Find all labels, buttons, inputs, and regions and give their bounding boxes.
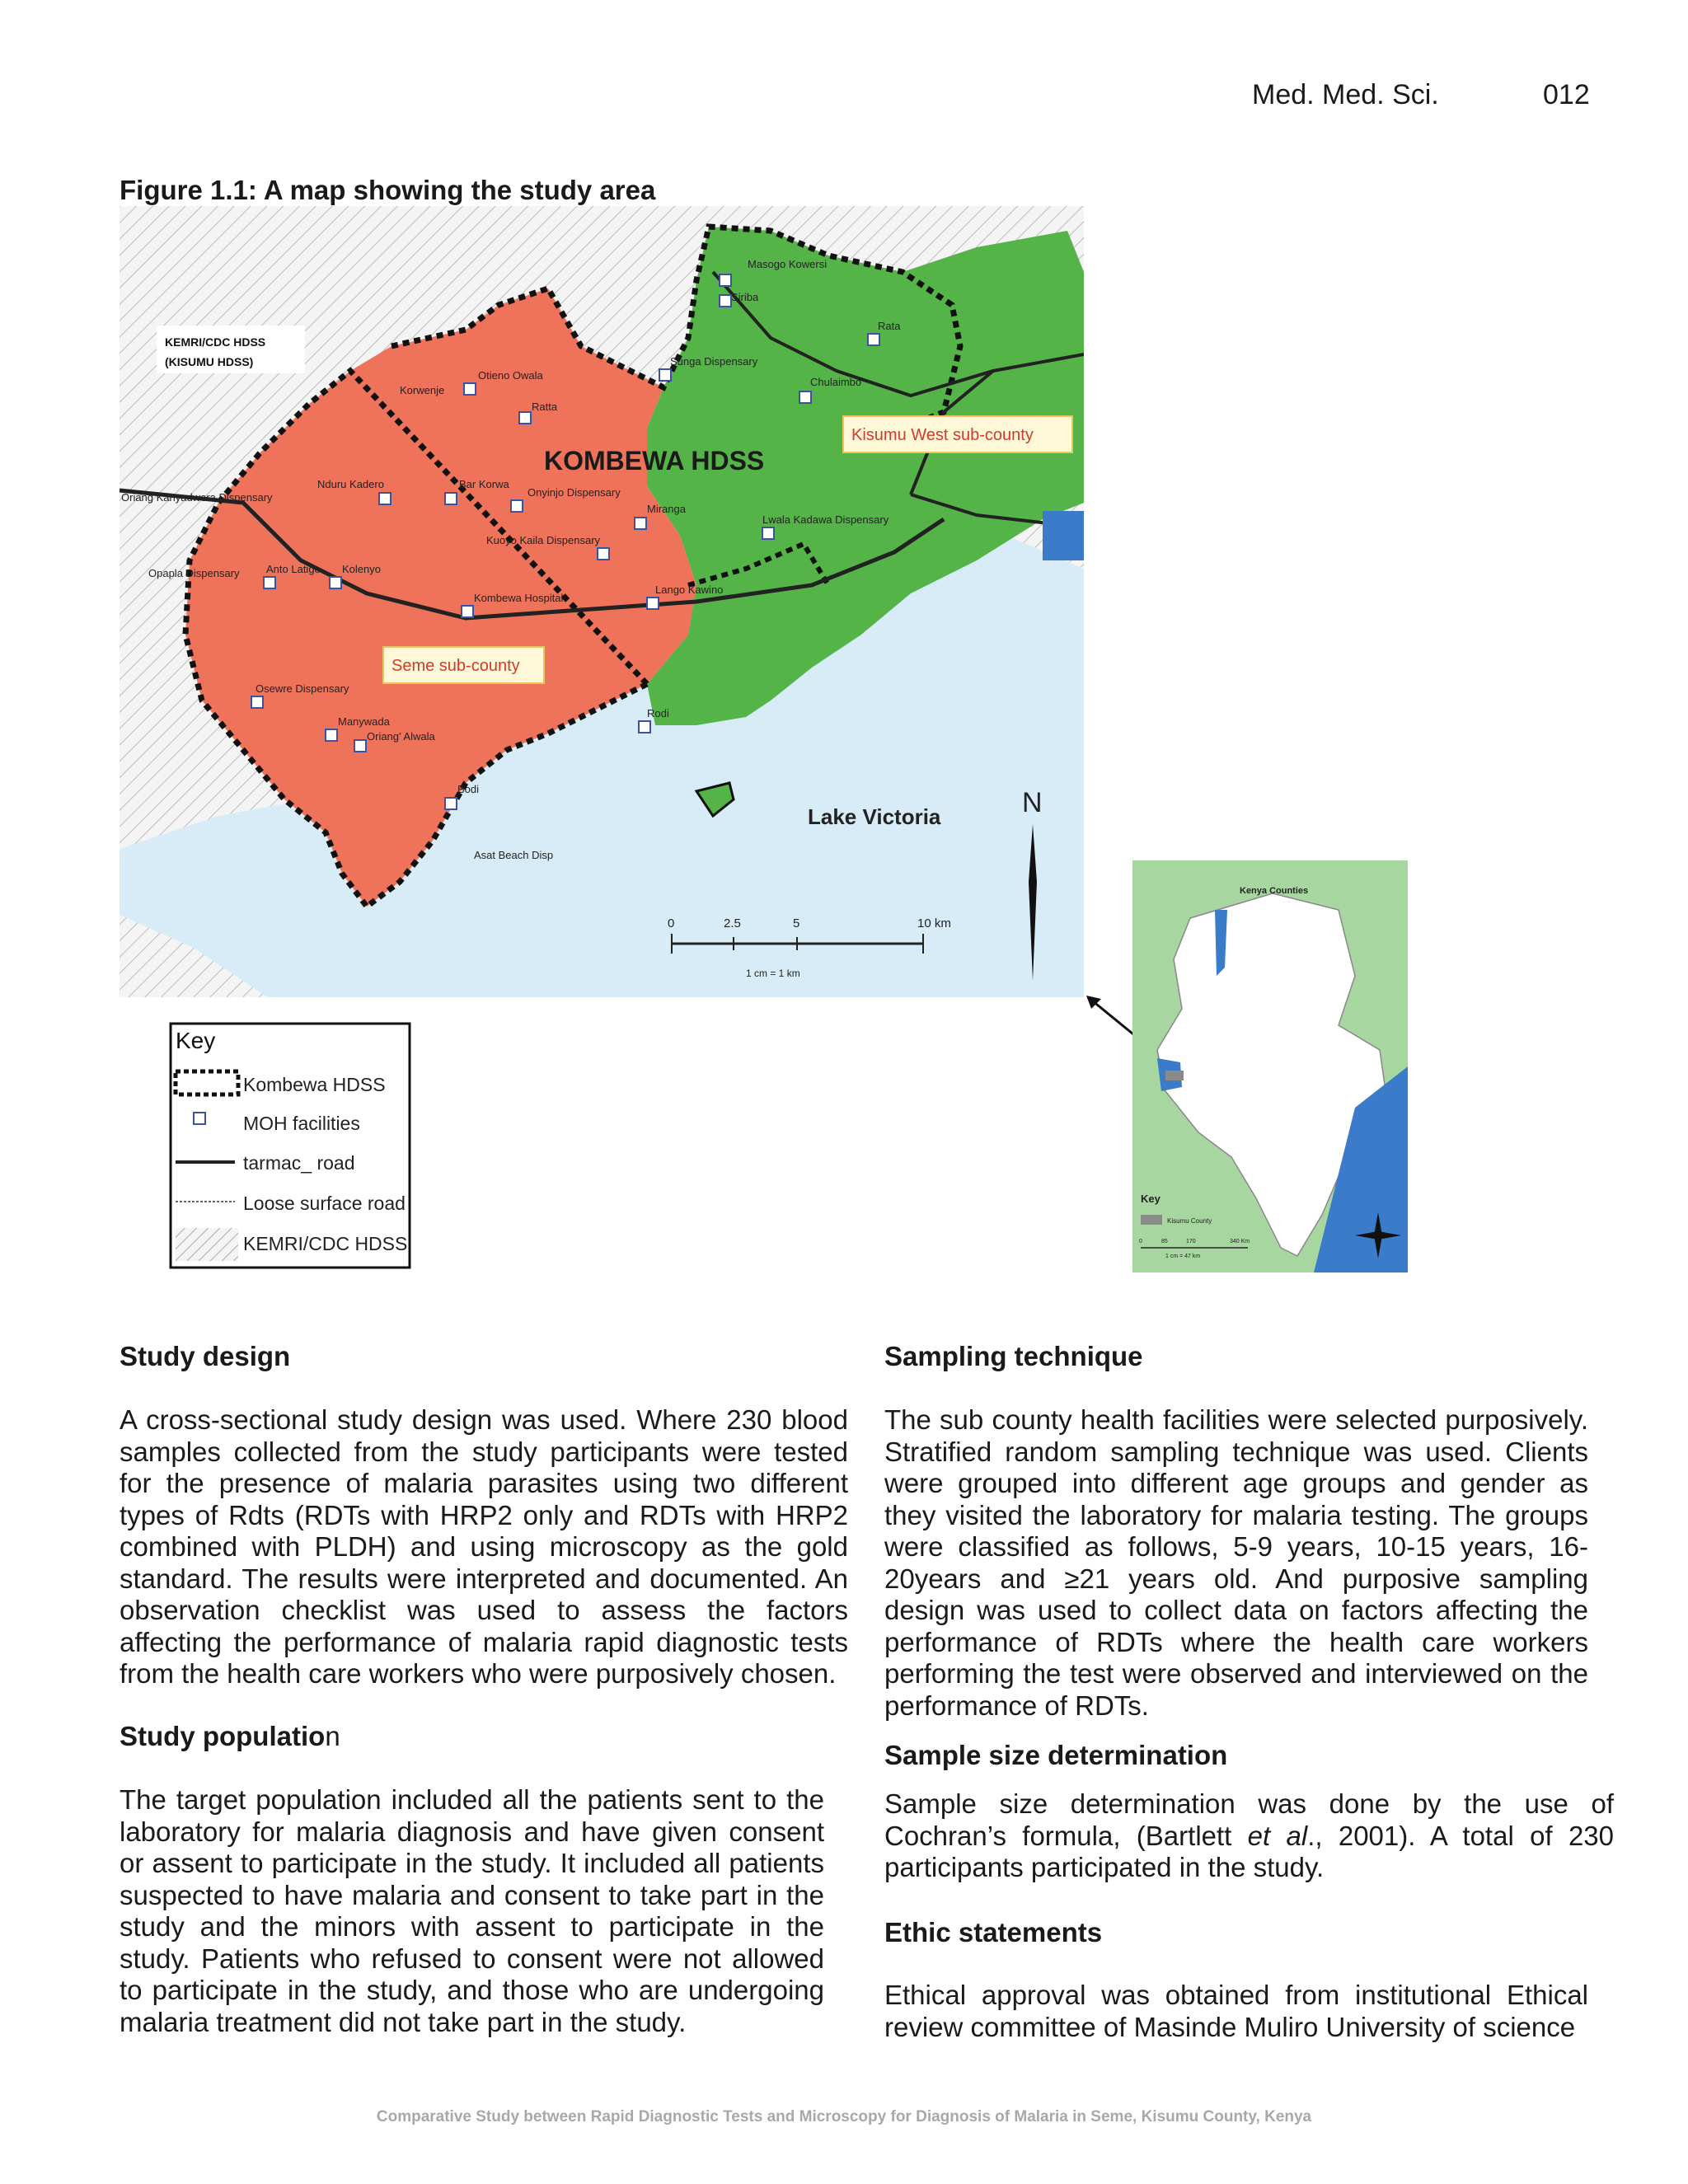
svg-text:340 Km: 340 Km [1230,1239,1250,1244]
place-label: Oriang Kanyadwera Dispensary [121,491,273,504]
svg-text:0: 0 [668,916,675,930]
svg-text:1 cm = 47 km: 1 cm = 47 km [1165,1254,1201,1259]
heading-study-design: Study design [120,1341,291,1371]
place-label: Otieno Owala [478,369,543,382]
place-label: Kombewa Hospital [474,592,564,604]
north-label: N [1022,787,1043,818]
study-design-body: A cross-sectional study design was used. Where 230 blood samples collected from the study participants were tested for the presence of malaria parasites using two different types of Rdts (RDTs with HRP2 only and RDTs with HRP2 combined with PLDH) and using microscopy as the gold standard. The results were interpreted and documented. An observation checklist was used to assess the factors affecting the performance of malaria rapid diagnostic tests from the health care workers who were purposively chosen. [120,1404,848,1689]
sampling-body: The sub county health facilities were selected purposively. Stratified random sampling technique was used. Clients were grouped into different age groups and gender as they visited the laboratory for malaria testing. The groups were classified as follows, 5-9 years, 10-15 years, 16-20years and ≥21 years old. And purposive sampling design was used to collect data on factors affecting the performance of RDTs where the health care workers performing the test were observed and interviewed on the performance of RDTs. [884,1404,1588,1721]
place-label: Masogo Kowersi [748,258,828,270]
key-item: Loose surface road [243,1193,406,1214]
key-item: KEMRI/CDC HDSS [243,1233,408,1254]
running-footer: Comparative Study between Rapid Diagnostic Tests and Microscopy for Diagnosis of Malaria in Seme, Kisumu County, Kenya [376,2108,1312,2125]
svg-text:2.5: 2.5 [724,916,741,930]
seme-label: Seme sub-county [392,657,520,675]
inset-key-item: Kisumu County [1167,1217,1212,1225]
inset-title: Kenya Counties [1240,886,1309,896]
svg-text:0: 0 [1139,1239,1142,1244]
place-label: Rata [878,320,901,332]
key-item: MOH facilities [243,1113,360,1134]
place-label: Bar Korwa [459,478,509,490]
figure-title: Figure 1.1: A map showing the study area [120,175,656,205]
place-label: Oriang' Alwala [367,730,435,743]
key-title: Key [176,1028,216,1053]
svg-text:10 km: 10 km [917,916,951,930]
kemri-label-2: (KISUMU HDSS) [165,355,254,368]
place-label: Siriba [731,291,759,303]
place-label: Lwala Kadawa Dispensary [762,513,889,526]
heading-sample-size: Sample size determination [884,1740,1228,1770]
lake-label: Lake Victoria [808,804,941,829]
place-label: Nduru Kadero [317,478,384,490]
journal-name: Med. Med. Sci. [1252,79,1439,110]
place-label: Sunga Dispensary [670,355,758,368]
place-label: Miranga [647,503,686,515]
sample-size-body: Sample size determination was done by the use of Cochran’s formula, (Bartlett et al., 2001). A total of 230 participants participated in the study. [884,1788,1614,1882]
place-label: Korwenje [400,384,445,396]
place-label: Kolenyo [342,563,381,575]
place-label: Opapla Dispensary [148,567,240,579]
key-item: Kombewa HDSS [243,1074,386,1095]
kisumu-west-label: Kisumu West sub-county [851,426,1034,444]
place-label: Lango Kawino [655,583,724,596]
place-label: Bodi [457,783,480,795]
place-label: Chulaimbo [810,376,862,388]
kemri-label-1: KEMRI/CDC HDSS [165,335,266,349]
ethics-body: Ethical approval was obtained from institutional Ethical review committee of Masinde Muliro University of science [884,1980,1588,2042]
place-label: Anto Latigo [266,563,321,575]
svg-text:5: 5 [793,916,800,930]
map-key [169,1022,412,1269]
kombewa-label: KOMBEWA HDSS [544,446,765,476]
place-label: Kuoyo Kaila Dispensary [486,534,601,546]
svg-text:85: 85 [1161,1239,1168,1244]
place-label: Osewre Dispensary [256,682,349,695]
place-label: Rodi [647,707,669,719]
inset-key-title: Key [1141,1193,1160,1205]
place-label: Asat Beach Disp [474,849,554,861]
heading-sampling-technique: Sampling technique [884,1341,1143,1371]
study-area-map [120,206,1084,997]
study-population-body: The target population included all the patients sent to the laboratory for malaria diagnosis and have given consent or assent to participate in the study. It included all patients suspected to have malaria and consent to take part in the study and the minors with assent to participate in the study. Patients who refused to consent were not allowed to participate in the study, and those who are undergoing malaria treatment did not take part in the study. [120,1784,824,2037]
svg-text:1 cm = 1 km: 1 cm = 1 km [746,968,800,979]
page-number: 012 [1543,79,1590,110]
heading-study-population: Study population [120,1721,340,1751]
place-label: Manywada [338,715,390,728]
place-label: Onyinjo Dispensary [528,486,621,499]
svg-text:170: 170 [1186,1239,1196,1244]
place-label: Ratta [532,401,558,413]
key-item: tarmac_ road [243,1152,355,1174]
kenya-inset-map [1132,860,1408,1272]
heading-ethic-statements: Ethic statements [884,1917,1103,1947]
